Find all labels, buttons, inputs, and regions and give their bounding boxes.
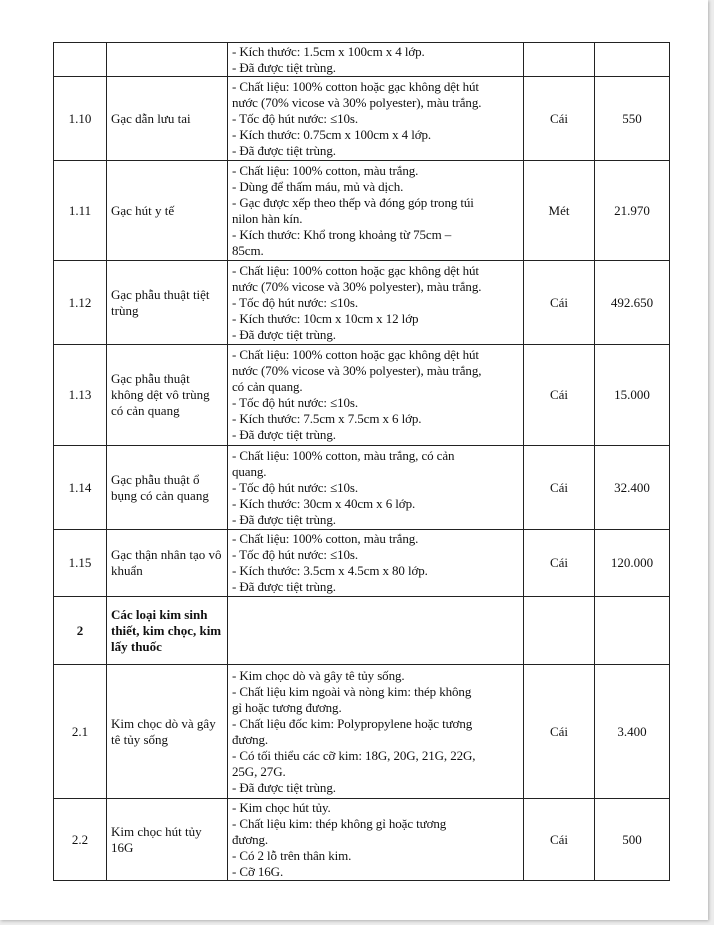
item-number-cell: 1.13 [54, 345, 107, 446]
spec-line: - Đã được tiệt trùng. [232, 326, 336, 342]
item-number-cell: 1.11 [54, 161, 107, 261]
spec-line: - Đã được tiệt trùng. [232, 142, 336, 158]
item-name-cell: Gạc phẫu thuật tiệt trùng [107, 261, 228, 345]
spec-line: nước (70% vicose và 30% polyester), màu trắng. [232, 94, 482, 110]
item-quantity-cell: 500 [595, 799, 670, 881]
item-quantity-cell: 550 [595, 77, 670, 161]
spec-line: - Gạc được xếp theo thếp và đóng góp trong túi [232, 194, 474, 210]
spec-line: - Tốc độ hút nước: ≤10s. [232, 395, 359, 410]
item-unit-cell [524, 43, 595, 77]
item-name-cell: Các loại kim sinh thiết, kim chọc, kim lấy thuốc [107, 597, 228, 665]
spec-line: nước (70% vicose và 30% polyester), màu trắng. [232, 278, 482, 294]
item-unit-cell: Cái [524, 446, 595, 530]
item-number-cell: 1.10 [54, 77, 107, 161]
item-number-cell: 2.2 [54, 799, 107, 881]
table-row [54, 261, 670, 345]
item-spec-cell [228, 261, 524, 345]
item-quantity-cell [595, 597, 670, 665]
table-row [54, 345, 670, 446]
spec-line: - Kích thước: 1.5cm x 100cm x 4 lớp. [232, 43, 425, 59]
table-row [54, 665, 670, 799]
spec-line: - Chất liệu đốc kim: Polypropylene hoặc tương [232, 715, 473, 731]
spec-line: - Chất liệu: 100% cotton hoặc gạc không dệt hút [232, 347, 479, 362]
table-row [54, 597, 670, 665]
table-row [54, 161, 670, 261]
item-spec-cell [228, 77, 524, 161]
item-spec-cell [228, 345, 524, 446]
item-name-cell: Gạc phẫu thuật ổ bụng có cản quang [107, 446, 228, 530]
table-row [54, 446, 670, 530]
item-name-cell: Kim chọc dò và gây tê tủy sống [107, 665, 228, 799]
item-unit-cell: Cái [524, 799, 595, 881]
item-spec-cell [228, 161, 524, 261]
spec-line: - Tốc độ hút nước: ≤10s. [232, 294, 359, 310]
item-number-cell: 2.1 [54, 665, 107, 799]
item-number-cell: 1.14 [54, 446, 107, 530]
item-quantity-cell: 492.650 [595, 261, 670, 345]
spec-line: - Đã được tiệt trùng. [232, 779, 336, 795]
specification-table [53, 42, 670, 881]
item-unit-cell: Cái [524, 530, 595, 597]
spec-line: - Kim chọc hút tủy. [232, 799, 331, 815]
spec-line: - Đã được tiệt trùng. [232, 59, 336, 75]
spec-line: - Tốc độ hút nước: ≤10s. [232, 110, 359, 126]
spec-line: - Kích thước: 7.5cm x 7.5cm x 6 lớp. [232, 411, 422, 426]
spec-line: - Kích thước: 3.5cm x 4.5cm x 80 lớp. [232, 563, 428, 578]
spec-line: nilon hàn kín. [232, 210, 303, 226]
spec-line: 25G, 27G. [232, 763, 286, 779]
item-name-cell: Gạc dẫn lưu tai [107, 77, 228, 161]
item-name-cell: Gạc phẫu thuật không dệt vô trùng có cản quang [107, 345, 228, 446]
spec-line: - Cỡ 16G. [232, 863, 284, 879]
item-unit-cell: Cái [524, 345, 595, 446]
spec-line: - Dùng để thấm máu, mủ và dịch. [232, 178, 404, 194]
item-unit-cell: Cái [524, 77, 595, 161]
item-spec-cell [228, 530, 524, 597]
table-row [54, 43, 670, 77]
spec-line: - Chất liệu: 100% cotton hoặc gạc không dệt hút [232, 78, 479, 94]
spec-line: gỉ hoặc tương đương. [232, 699, 342, 715]
item-number-cell: 2 [54, 597, 107, 665]
spec-line: - Kích thước: 10cm x 10cm x 12 lớp [232, 310, 419, 326]
item-quantity-cell: 3.400 [595, 665, 670, 799]
item-number-cell: 1.15 [54, 530, 107, 597]
spec-line: nước (70% vicose và 30% polyester), màu trắng, [232, 363, 482, 378]
spec-line: - Kim chọc dò và gây tê tủy sống. [232, 667, 405, 683]
item-quantity-cell: 120.000 [595, 530, 670, 597]
spec-line: có cản quang. [232, 379, 303, 394]
spec-line: - Chất liệu kim: thép không gỉ hoặc tương [232, 815, 447, 831]
spec-line: - Chất liệu: 100% cotton, màu trắng. [232, 162, 419, 178]
item-spec-cell [228, 446, 524, 530]
item-quantity-cell: 21.970 [595, 161, 670, 261]
spec-line: quang. [232, 463, 267, 479]
spec-line: - Có 2 lỗ trên thân kim. [232, 847, 352, 863]
item-name-cell: Gạc hút y tế [107, 161, 228, 261]
spec-line: - Kích thước: Khổ trong khoảng từ 75cm – [232, 226, 452, 242]
item-number-cell: 1.12 [54, 261, 107, 345]
item-unit-cell [524, 597, 595, 665]
item-unit-cell: Cái [524, 261, 595, 345]
spec-line: - Có tối thiểu các cỡ kim: 18G, 20G, 21G, 22G, [232, 747, 476, 763]
spec-line: - Kích thước: 0.75cm x 100cm x 4 lớp. [232, 126, 432, 142]
table-row [54, 530, 670, 597]
spec-line: - Chất liệu: 100% cotton, màu trắng. [232, 531, 419, 546]
item-name-cell: Kim chọc hút tủy 16G [107, 799, 228, 881]
item-quantity-cell: 32.400 [595, 446, 670, 530]
spec-line: - Tốc độ hút nước: ≤10s. [232, 479, 359, 495]
spec-line: - Chất liệu: 100% cotton, màu trắng, có cản [232, 447, 455, 463]
item-name-cell [107, 43, 228, 77]
spec-line: - Tốc độ hút nước: ≤10s. [232, 547, 359, 562]
item-spec-cell [228, 799, 524, 881]
spec-line: đương. [232, 831, 269, 847]
table-body [54, 43, 670, 881]
item-unit-cell: Mét [524, 161, 595, 261]
item-quantity-cell [595, 43, 670, 77]
item-spec-cell [228, 665, 524, 799]
item-name-cell: Gạc thận nhân tạo vô khuẩn [107, 530, 228, 597]
spec-line: - Đã được tiệt trùng. [232, 511, 336, 527]
spec-line: - Đã được tiệt trùng. [232, 579, 336, 594]
spec-line: - Đã được tiệt trùng. [232, 427, 336, 442]
table-row [54, 799, 670, 881]
spec-line: - Chất liệu: 100% cotton hoặc gạc không dệt hút [232, 262, 479, 278]
item-unit-cell: Cái [524, 665, 595, 799]
item-number-cell [54, 43, 107, 77]
item-quantity-cell: 15.000 [595, 345, 670, 446]
spec-line: - Chất liệu kim ngoài và nòng kim: thép không [232, 683, 472, 699]
table-row [54, 77, 670, 161]
spec-line: - Kích thước: 30cm x 40cm x 6 lớp. [232, 495, 416, 511]
item-spec-cell [228, 43, 524, 77]
item-spec-cell [228, 597, 524, 665]
spec-line: đương. [232, 731, 269, 747]
spec-line: 85cm. [232, 242, 264, 258]
